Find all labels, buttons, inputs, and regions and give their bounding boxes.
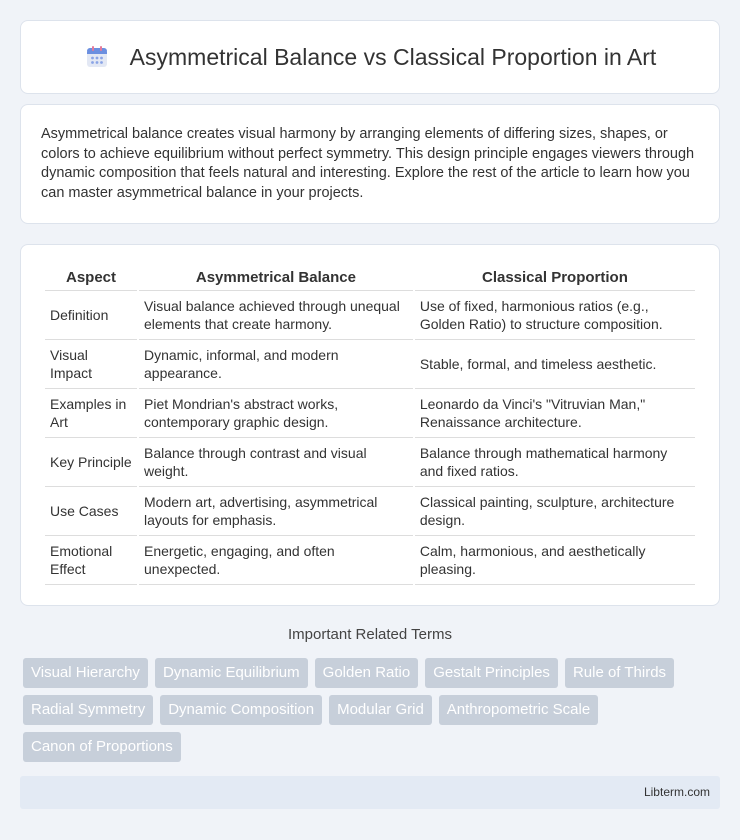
related-term-tag[interactable]: Canon of Proportions	[23, 732, 181, 762]
related-term-tag[interactable]: Gestalt Principles	[425, 658, 558, 688]
calendar-grid-icon	[84, 44, 110, 70]
related-term-tag[interactable]: Visual Hierarchy	[23, 658, 148, 688]
related-term-tag[interactable]: Anthropometric Scale	[439, 695, 598, 725]
table-header-row	[45, 263, 695, 291]
table-cell: Visual balance achieved through unequal elements that create harmony.	[139, 291, 413, 340]
related-term-tag[interactable]: Rule of Thirds	[565, 658, 674, 688]
related-term-tag[interactable]: Dynamic Composition	[160, 695, 322, 725]
comparison-table-card	[20, 244, 720, 606]
column-header: Aspect	[45, 263, 137, 291]
comparison-table	[43, 263, 697, 585]
table-cell: Examples in Art	[45, 389, 137, 438]
table-cell: Dynamic, informal, and modern appearance.	[139, 340, 413, 389]
table-cell: Classical painting, sculpture, architecture design.	[415, 487, 695, 536]
intro-text: Asymmetrical balance creates visual harmony by arranging elements of differing sizes, shapes, or colors to achieve equilibrium without perfect symmetry. This design principle engages viewers through dynamic composition that feels natural and interesting. Explore the rest of the article to learn how you can master asymmetrical balance in your projects.	[41, 126, 695, 201]
related-terms-title: Important Related Terms	[288, 626, 452, 643]
table-cell: Balance through mathematical harmony and fixed ratios.	[415, 438, 695, 487]
table-cell: Modern art, advertising, asymmetrical layouts for emphasis.	[139, 487, 413, 536]
related-term-tag[interactable]: Golden Ratio	[315, 658, 419, 688]
table-cell: Balance through contrast and visual weight.	[139, 438, 413, 487]
table-cell: Definition	[45, 291, 137, 340]
table-row	[45, 340, 695, 389]
table-cell: Stable, formal, and timeless aesthetic.	[415, 340, 695, 389]
table-row	[45, 536, 695, 585]
related-term-tag[interactable]: Radial Symmetry	[23, 695, 153, 725]
table-cell: Calm, harmonious, and aesthetically pleasing.	[415, 536, 695, 585]
table-row	[45, 291, 695, 340]
related-term-tag[interactable]: Modular Grid	[329, 695, 432, 725]
page-title: Asymmetrical Balance vs Classical Proportion in Art	[129, 43, 657, 70]
table-cell: Use Cases	[45, 487, 137, 536]
table-cell: Energetic, engaging, and often unexpected.	[139, 536, 413, 585]
footer	[20, 776, 720, 809]
table-cell: Leonardo da Vinci's "Vitruvian Man," Renaissance architecture.	[415, 389, 695, 438]
footer-site-link[interactable]: Libterm.com	[643, 785, 710, 799]
column-header: Classical Proportion	[415, 263, 695, 291]
table-cell: Use of fixed, harmonious ratios (e.g., Golden Ratio) to structure composition.	[415, 291, 695, 340]
table-row	[45, 487, 695, 536]
intro-card	[20, 104, 720, 224]
column-header: Asymmetrical Balance	[139, 263, 413, 291]
table-row	[45, 389, 695, 438]
table-cell: Key Principle	[45, 438, 137, 487]
table-cell: Piet Mondrian's abstract works, contemporary graphic design.	[139, 389, 413, 438]
header-card	[20, 20, 720, 94]
table-cell: Visual Impact	[45, 340, 137, 389]
table-row	[45, 438, 695, 487]
table-cell: Emotional Effect	[45, 536, 137, 585]
related-terms-list	[23, 658, 723, 762]
related-term-tag[interactable]: Dynamic Equilibrium	[155, 658, 308, 688]
